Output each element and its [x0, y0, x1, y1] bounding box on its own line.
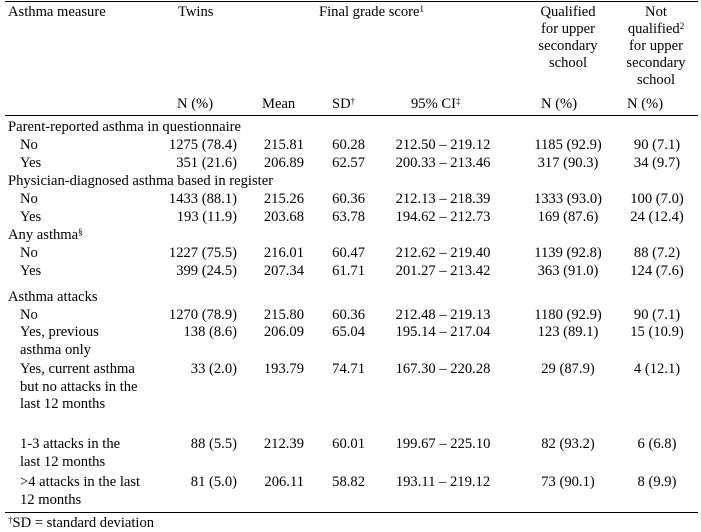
cell-ci: 200.33 – 213.46 [395, 155, 491, 171]
cell-qualified: 1333 (93.0) [533, 191, 603, 207]
header-not-qualified: Not qualified$^2$ for upper secondary school [626, 4, 686, 88]
footnote: †SD = standard deviation [8, 515, 155, 531]
row-label: Yes [20, 209, 42, 225]
subheader-ci: 95% CI‡ [411, 96, 461, 112]
cell-sd: 61.71 [332, 263, 365, 279]
row-label: Yes [20, 263, 42, 279]
cell-sd: 60.28 [332, 137, 365, 153]
bottom-rule [5, 512, 698, 513]
cell-qualified: 1180 (92.9) [534, 307, 602, 323]
row-label: No [20, 245, 38, 261]
cell-mean: 193.79 [263, 361, 304, 377]
row-label: No [20, 191, 38, 207]
cell-mean: 212.39 [263, 436, 304, 452]
cell-n: 81 (5.0) [190, 474, 237, 490]
cell-sd: 60.01 [332, 436, 365, 452]
cell-mean: 206.11 [264, 474, 304, 490]
header-rule [5, 115, 698, 116]
cell-qualified: 29 (87.9) [541, 361, 595, 377]
cell-not-qualified: 90 (7.1) [633, 307, 681, 323]
cell-ci: 194.62 – 212.73 [395, 209, 491, 225]
cell-qualified: 1185 (92.9) [534, 137, 602, 153]
cell-qualified: 363 (91.0) [537, 263, 599, 279]
cell-n: 351 (21.6) [176, 155, 237, 171]
cell-not-qualified: 8 (9.9) [637, 474, 677, 490]
header-final-grade: Final grade score$^1$ [319, 4, 424, 20]
cell-not-qualified: 34 (9.7) [633, 155, 681, 171]
subheader-mean: Mean [262, 96, 296, 112]
cell-sd: 58.82 [332, 474, 365, 490]
cell-sd: 60.47 [332, 245, 365, 261]
cell-mean: 206.09 [263, 324, 304, 340]
cell-ci: 199.67 – 225.10 [395, 436, 491, 452]
cell-n: 1227 (75.5) [168, 245, 237, 261]
cell-sd: 60.36 [332, 307, 365, 323]
cell-ci: 201.27 – 213.42 [395, 263, 491, 279]
row-label: No [20, 307, 38, 323]
cell-not-qualified: 4 (12.1) [633, 361, 681, 377]
subheader-sd: SD† [332, 96, 356, 112]
cell-n: 193 (11.9) [176, 209, 237, 225]
cell-mean: 203.68 [263, 209, 304, 225]
cell-ci: 193.11 – 219.12 [395, 474, 491, 490]
header-twins: Twins [178, 4, 214, 20]
row-label: Yes [20, 155, 42, 171]
cell-ci: 212.50 – 219.12 [395, 137, 491, 153]
cell-n: 1433 (88.1) [168, 191, 237, 207]
row-label: Yes, previous asthma only [20, 324, 99, 358]
cell-sd: 74.71 [332, 361, 365, 377]
cell-mean: 215.80 [263, 307, 304, 323]
cell-mean: 207.34 [263, 263, 304, 279]
section-title: Asthma attacks [8, 289, 98, 305]
cell-n: 88 (5.5) [190, 436, 237, 452]
cell-not-qualified: 90 (7.1) [633, 137, 681, 153]
cell-sd: 62.57 [332, 155, 365, 171]
section-title: Physician-diagnosed asthma based in register [8, 173, 274, 189]
cell-qualified: 317 (90.3) [537, 155, 599, 171]
cell-qualified: 73 (90.1) [541, 474, 595, 490]
cell-sd: 65.04 [332, 324, 365, 340]
cell-n: 1270 (78.9) [168, 307, 237, 323]
cell-mean: 206.89 [263, 155, 304, 171]
section-title: Parent-reported asthma in questionnaire [8, 119, 242, 135]
cell-sd: 63.78 [332, 209, 365, 225]
top-rule [5, 1, 698, 2]
cell-n: 399 (24.5) [176, 263, 237, 279]
cell-not-qualified: 88 (7.2) [633, 245, 681, 261]
cell-ci: 195.14 – 217.04 [395, 324, 491, 340]
header-asthma-measure: Asthma measure [8, 4, 106, 20]
cell-not-qualified: 124 (7.6) [630, 263, 684, 279]
row-label: No [20, 137, 38, 153]
cell-not-qualified: 15 (10.9) [630, 324, 684, 340]
cell-not-qualified: 6 (6.8) [637, 436, 677, 452]
cell-n: 33 (2.0) [190, 361, 237, 377]
cell-ci: 212.48 – 219.13 [395, 307, 491, 323]
row-label: 1-3 attacks in the last 12 months [20, 436, 121, 470]
section-title: Any asthma§ [8, 227, 83, 243]
cell-n: 1275 (78.4) [168, 137, 237, 153]
cell-ci: 167.30 – 220.28 [395, 361, 491, 377]
subheader-n-pct-not-qualified: N (%) [627, 96, 664, 112]
cell-ci: 212.62 – 219.40 [395, 245, 491, 261]
cell-mean: 215.26 [263, 191, 304, 207]
cell-ci: 212.13 – 218.39 [395, 191, 491, 207]
subheader-n-pct-qualified: N (%) [541, 96, 578, 112]
cell-n: 138 (8.6) [183, 324, 237, 340]
cell-qualified: 1139 (92.8) [534, 245, 602, 261]
subheader-n-pct: N (%) [177, 96, 214, 112]
cell-sd: 60.36 [332, 191, 365, 207]
cell-not-qualified: 100 (7.0) [630, 191, 684, 207]
header-qualified: Qualified for upper secondary school [538, 4, 598, 71]
row-label: Yes, current asthma but no attacks in the last 12 months [20, 361, 138, 412]
cell-qualified: 169 (87.6) [537, 209, 599, 225]
row-label: >4 attacks in the last 12 months [20, 474, 141, 508]
cell-not-qualified: 24 (12.4) [630, 209, 684, 225]
cell-mean: 216.01 [263, 245, 304, 261]
cell-mean: 215.81 [263, 137, 304, 153]
cell-qualified: 82 (93.2) [541, 436, 595, 452]
cell-qualified: 123 (89.1) [537, 324, 599, 340]
